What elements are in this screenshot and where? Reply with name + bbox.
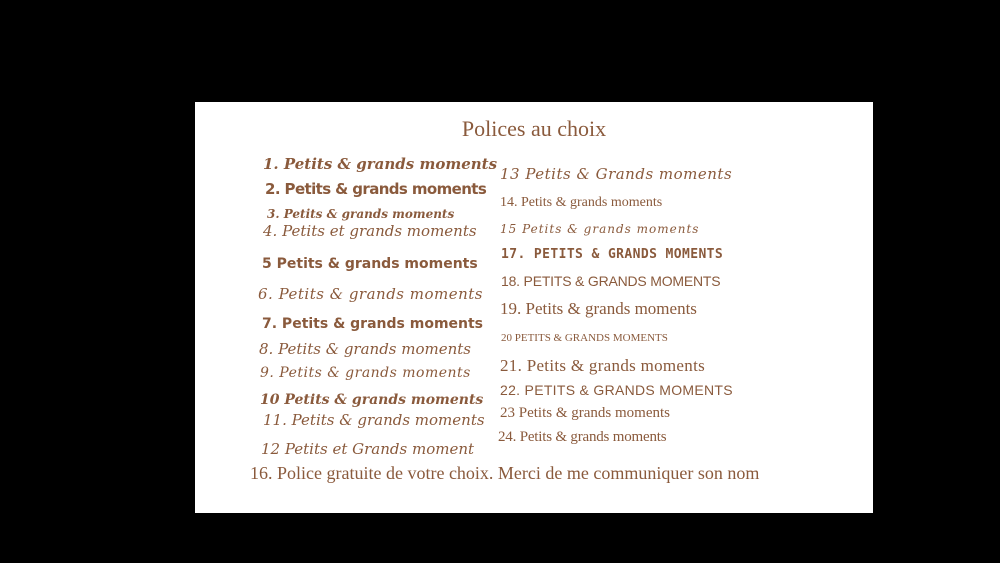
font-sample-8: 8. Petits & grands moments <box>259 340 471 358</box>
font-sample-19: 19. Petits & grands moments <box>500 299 697 318</box>
font-sample-17: 17. PETITS & GRANDS MOMENTS <box>501 247 724 262</box>
font-sample-18: 18. PETITS & GRANDS MOMENTS <box>501 273 721 289</box>
font-sample-22: 22. PETITS & GRANDS MOMENTS <box>500 382 733 398</box>
font-sample-6: 6. Petits & grands moments <box>258 285 483 303</box>
font-sample-24: 24. Petits & grands moments <box>498 429 667 445</box>
font-sample-3: 3. Petits & grands moments <box>267 207 455 221</box>
font-sample-23: 23 Petits & grands moments <box>500 405 670 421</box>
font-sample-9: 9. Petits & grands moments <box>260 365 471 381</box>
font-sample-14: 14. Petits & grands moments <box>500 195 663 210</box>
font-sample-4: 4. Petits et grands moments <box>263 222 477 240</box>
page-title: Polices au choix <box>461 116 607 141</box>
footer-note: 16. Police gratuite de votre choix. Merci de me communiquer son nom <box>250 463 760 483</box>
font-sample-7: 7. Petits & grands moments <box>262 316 484 332</box>
font-sample-5: 5 Petits & grands moments <box>262 256 478 272</box>
font-sample-13: 13 Petits & Grands moments <box>500 165 733 183</box>
font-sample-12: 12 Petits et Grands moment <box>261 440 475 458</box>
font-sample-2: 2. Petits & grands moments <box>265 180 487 198</box>
font-sample-20: 20 PETITS & GRANDS MOMENTS <box>501 332 668 344</box>
font-sample-21: 21. Petits & grands moments <box>500 356 706 375</box>
font-sample-1: 1. Petits & grands moments <box>263 155 498 173</box>
font-sample-10: 10 Petits & grands moments <box>260 392 484 408</box>
font-sample-11: 11. Petits & grands moments <box>263 411 485 429</box>
font-sample-15: 15 Petits & grands moments <box>500 222 700 236</box>
font-sample-card <box>195 102 873 513</box>
